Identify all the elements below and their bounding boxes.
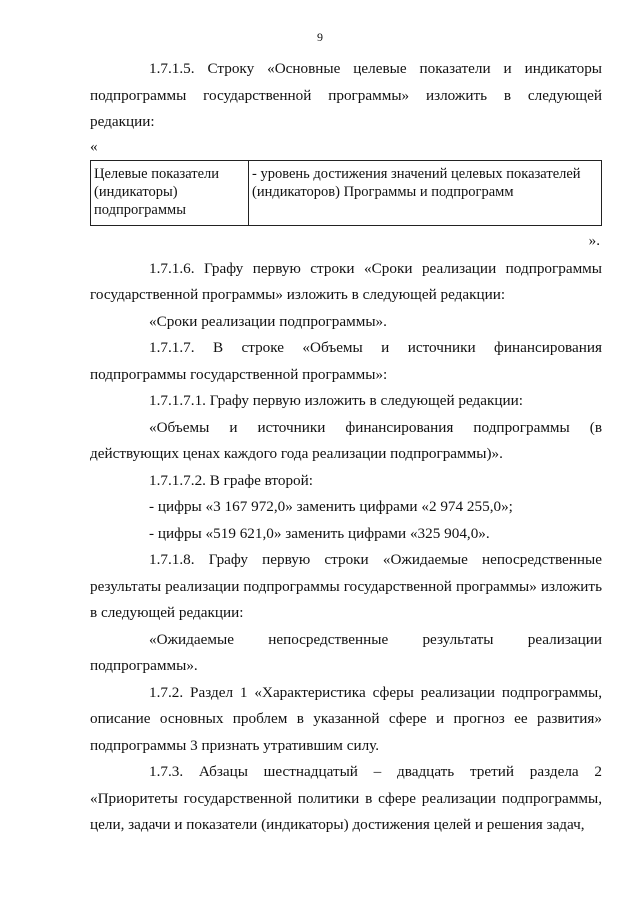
paragraph-1-7-1-6: 1.7.1.6. Графу первую строки «Сроки реализации подпрограммы государственной программы» изложить в следующей редакции: xyxy=(90,259,602,303)
quote-open-mark: « xyxy=(90,137,98,155)
document-body xyxy=(90,56,602,839)
table-row xyxy=(91,160,602,225)
paragraph-1-7-1-7-1: 1.7.1.7.1. Графу первую изложить в следующей редакции: xyxy=(149,392,523,409)
paragraph-results-quote: «Ожидаемые непосредственные результаты реализации подпрограммы». xyxy=(90,630,602,674)
paragraph-srok-quote: «Сроки реализации подпрограммы». xyxy=(149,312,387,330)
paragraph-1-7-1-5: 1.7.1.5. Строку «Основные целевые показатели и индикаторы подпрограммы государственной программы» изложить в следующей редакции: xyxy=(90,60,602,130)
paragraph-obemy-quote: «Объемы и источники финансирования подпрограммы (в действующих ценах каждого года реализации подпрограммы)». xyxy=(90,418,602,462)
paragraph-1-7-1-7: 1.7.1.7. В строке «Объемы и источники финансирования подпрограммы государственной программы»: xyxy=(90,339,602,383)
paragraph-1-7-3: 1.7.3. Абзацы шестнадцатый – двадцать третий раздела 2 «Приоритеты государственной политики в сфере реализации подпрограммы, цели, задачи и показатели (индикаторы) достижения целей и решения задач, xyxy=(90,763,602,833)
paragraph-digits-2: - цифры «519 621,0» заменить цифрами «325 904,0». xyxy=(149,524,490,542)
quote-close-mark: ». xyxy=(588,231,600,249)
paragraph-digits-1: - цифры «3 167 972,0» заменить цифрами «2 974 255,0»; xyxy=(149,498,513,515)
paragraph-1-7-1-7-2: 1.7.1.7.2. В графе второй: xyxy=(149,471,313,489)
table-cell-left: Целевые показатели (индикаторы) подпрограммы xyxy=(91,160,249,225)
paragraph-1-7-1-8: 1.7.1.8. Графу первую строки «Ожидаемые непосредственные результаты реализации подпрограммы государственной программы» изложить в следующей редакции: xyxy=(90,551,602,621)
page-number: 9 xyxy=(317,30,323,44)
paragraph-1-7-2: 1.7.2. Раздел 1 «Характеристика сферы реализации подпрограммы, описание основных проблем в указанной сфере и прогноз ее развития» подпрограммы 3 признать утратившим силу. xyxy=(90,683,602,754)
table-cell-right: - уровень достижения значений целевых показателей (индикаторов) Программы и подпрограмм xyxy=(249,160,602,225)
indicators-table xyxy=(90,160,602,226)
